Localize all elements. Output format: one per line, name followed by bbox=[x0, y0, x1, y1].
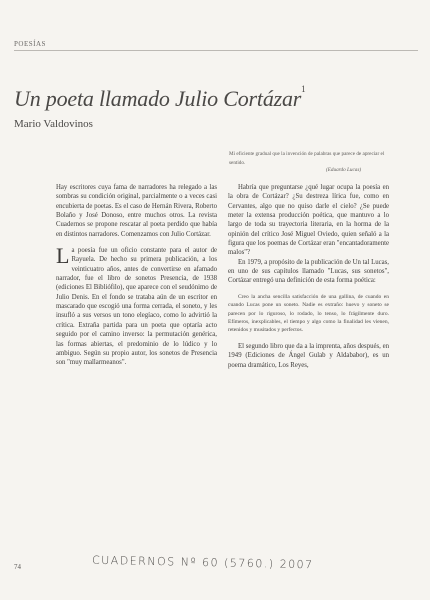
article-title bbox=[14, 86, 305, 112]
title-footnote-mark: 1 bbox=[301, 84, 306, 94]
article-title-text: Un poeta llamado Julio Cortázar bbox=[14, 86, 302, 111]
paragraph-text: a poesía fue un oficio constante para el autor de Rayuela. De hecho su primera publicación, a los veinticuatro años, antes de convertirse en afamado narrador, fue el libro de sonetos Presencia, de 1938 (ediciones El Bibliófilo), que aparece con el seudónimo de Julio Denis. En el fondo se trataba aún de un escritor en mascarado que escogió una forma cerrada, el soneto, y les insufló a sus versos un tono elegíaco, como lo advirtió la crítica. Extraña partida para un poeta que optaría acto seguido por el camino inverso: la permutación genérica, las formas abiertas, el predominio de lo lúdico y lo ambiguo. Según su propio autor, los sonetos de Presencia son "muy mallarmeanos". bbox=[56, 247, 217, 367]
drop-cap: L bbox=[56, 243, 70, 269]
paragraph: El segundo libro que da a la imprenta, años después, en 1949 (Ediciones de Ángel Gulab y Aldababor), es un poema dramático, Los Reyes, bbox=[228, 342, 389, 369]
page-number: 74 bbox=[14, 563, 21, 571]
text-column-left bbox=[56, 183, 217, 368]
text-column-right bbox=[228, 183, 389, 370]
paragraph: Hay escritores cuya fama de narradores ha relegado a las sombras su condición original, parcialmente o a veces casi encubierta de poetas. Es el caso de Hernán Rivera, Roberto Bolaño y José Donoso, entre muchos otros. La revista Cuadernos se propone rescatar al poeta perdido que había en distintos narradores. Comenzamos con Julio Cortázar. bbox=[56, 184, 217, 238]
article-author: Mario Valdovinos bbox=[14, 118, 93, 130]
section-header: POESÍAS bbox=[14, 40, 46, 48]
epigraph-source: (Eduardo Lucas) bbox=[326, 167, 362, 173]
handwritten-note: CUADERNOS Nº 60 (5760.) 2007 bbox=[91, 553, 314, 572]
paragraph bbox=[56, 243, 217, 367]
block-quote: Creo la ancha sencilla satisfacción de una gallina, de cuando en cuando Lucas pone un soneto. Nadie es extraño: huevo y soneto se parecen por lo riguroso, lo rodado, lo tenso, lo frágilmente duro. Efímeros, inexplicables, el tiempo y algo como la finalidad les vienen, retenidos y musitados y perfectos. bbox=[228, 293, 389, 334]
header-rule bbox=[14, 50, 418, 51]
epigraph-text: Mi eficiente gradual que la invención de palabras que parece de apreciar el sentido. bbox=[229, 151, 385, 166]
paragraph: En 1979, a propósito de la publicación de Un tal Lucas, en uno de sus capítulos llamado "Lucas, sus sonetos", Cortázar entregó una definición de esta forma poética: bbox=[228, 258, 390, 285]
paragraph: Habría que preguntarse ¿qué lugar ocupa la poesía en la obra de Cortázar? ¿Su destreza lírica fue, como en Cervantes, algo que no quiso darle el cielo? ¿Se puede meter la extensa producción poética, que mantuvo a lo largo de toda su trayectoria literaria, en la horma de la opinión del crítico José Miguel Oviedo, quien señaló a la figura que los poemas de Cortázar eran "encantadoramente malos"? bbox=[228, 184, 389, 257]
